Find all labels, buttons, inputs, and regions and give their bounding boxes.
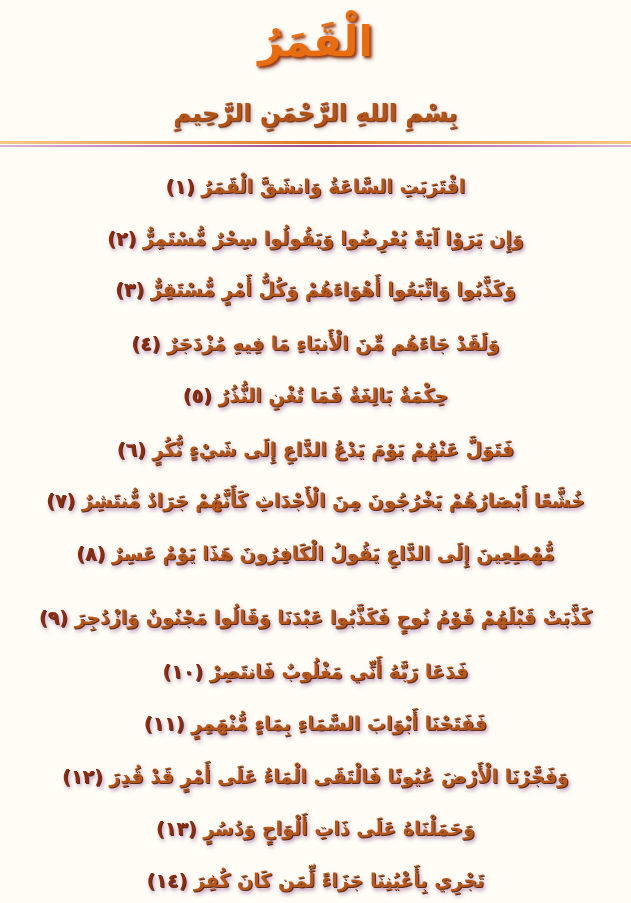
verse-12 (0, 755, 631, 799)
verse-3 (0, 268, 631, 312)
verse-number: (٦) (116, 439, 146, 461)
verse-8 (0, 532, 631, 576)
verse-7 (0, 479, 631, 523)
verse-2 (0, 217, 631, 261)
verse-13 (0, 807, 631, 851)
verse-number: (٣) (115, 279, 145, 301)
verse-5 (0, 374, 631, 418)
verse-1 (0, 165, 631, 209)
verse-number: (١٢) (62, 766, 103, 788)
verse-number: (٤) (131, 333, 161, 355)
verse-number: (٧) (46, 490, 76, 512)
verse-number: (١٤) (146, 870, 188, 892)
verse-9 (0, 596, 631, 640)
verse-text: وَإِن يَرَوْا آيَةً يُعْرِضُوا وَيَقُولُوا سِحْرٌ مُّسْتَمِرٌّ (142, 228, 524, 250)
verse-number: (٩) (38, 607, 68, 629)
verse-4 (0, 322, 631, 366)
verse-text: وَحَمَلْنَاهُ عَلَى ذَاتِ أَلْوَاحٍ وَدُسُرٍ (203, 818, 475, 840)
verse-number: (١٣) (156, 818, 197, 840)
divider-line (0, 141, 631, 144)
verse-number: (٢) (107, 228, 137, 250)
verse-11 (0, 702, 631, 746)
verse-number: (٥) (182, 385, 212, 407)
surah-title: الْقَمَرُ (258, 17, 373, 66)
verse-text: حِكْمَةٌ بَالِغَةٌ فَمَا تُغْنِ النُّذُرُ (218, 385, 449, 407)
verse-text: وَلَقَدْ جَاءَهُم مِّنَ الْأَنبَاءِ مَا فِيهِ مُزْدَجَرٌ (166, 333, 500, 355)
verse-number: (٨) (76, 543, 106, 565)
verse-text: تَجْرِي بِأَعْيُنِنَا جَزَاءً لِّمَن كَانَ كُفِرَ (193, 870, 485, 892)
divider-line-secondary (0, 145, 631, 147)
verse-6 (0, 428, 631, 472)
verse-text: اقْتَرَبَتِ السَّاعَةُ وَانشَقَّ الْقَمَرُ (201, 176, 466, 198)
verse-text: خُشَّعًا أَبْصَارُهُمْ يَخْرُجُونَ مِنَ الْأَجْدَاثِ كَأَنَّهُمْ جَرَادٌ مُّنتَشِرٌ (81, 490, 585, 512)
verse-10 (0, 650, 631, 694)
verse-text: فَفَتَحْنَا أَبْوَابَ السَّمَاءِ بِمَاءٍ مُّنْهَمِرٍ (191, 713, 488, 735)
verse-number: (١٠) (162, 661, 204, 683)
verse-number: (١) (165, 176, 195, 198)
verse-text: وَفَجَّرْنَا الْأَرْضَ عُيُونًا فَالْتَقَى الْمَاءُ عَلَى أَمْرٍ قَدْ قُدِرَ (109, 766, 569, 788)
verse-text: وَكَذَّبُوا وَاتَّبَعُوا أَهْوَاءَهُمْ وَكُلُّ أَمْرٍ مُّسْتَقِرٌّ (150, 279, 516, 301)
verse-text: فَدَعَا رَبَّهُ أَنِّي مَغْلُوبٌ فَانتَصِرْ (209, 661, 469, 683)
basmala: بِسْمِ اللهِ الرَّحْمَنِ الرَّحِيمِ (173, 99, 458, 127)
verse-text: كَذَّبَتْ قَبْلَهُمْ قَوْمُ نُوحٍ فَكَذَّبُوا عَبْدَنَا وَقَالُوا مَجْنُونٌ وَازْدُجِرَ (74, 607, 593, 629)
verse-text: فَتَوَلَّ عَنْهُمْ يَوْمَ يَدْعُ الدَّاعِ إِلَى شَيْءٍ نُّكُرٍ (152, 439, 515, 461)
verse-number: (١١) (143, 713, 185, 735)
verse-14 (0, 859, 631, 903)
verse-text: مُّهْطِعِينَ إِلَى الدَّاعِ يَقُولُ الْكَافِرُونَ هَذَا يَوْمٌ عَسِرٌ (111, 543, 555, 565)
